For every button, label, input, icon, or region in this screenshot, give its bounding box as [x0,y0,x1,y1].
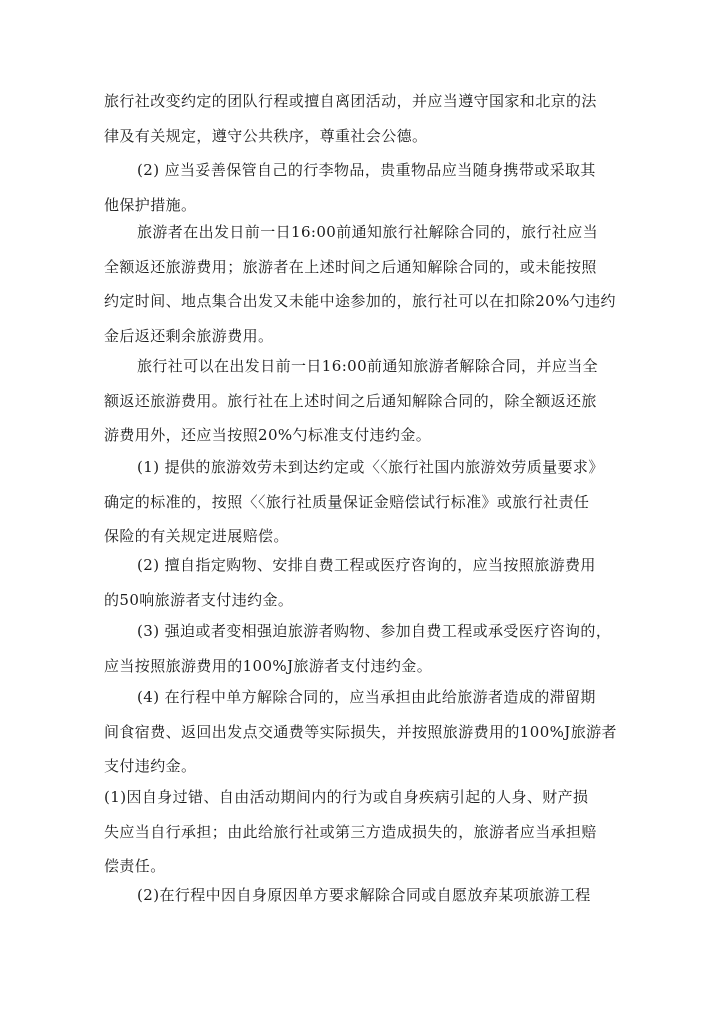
text-line: 游费用外，还应当按照20%勺标准支付违约金。 [104,426,432,444]
text-line: 失应当自行承担；由此给旅行社或第三方造成损失的，旅游者应当承担赔 [104,822,597,841]
paragraph-3 [104,215,616,353]
text-line: 应当按照旅游费用的100%J旅游者支付违约金。 [104,656,433,675]
text-line: (1) 提供的旅游效劳未到达约定或〈〈旅行社国内旅游效劳质量要求》 [137,458,604,476]
paragraph-8 [104,680,617,784]
text-line: 他保护措施。 [104,195,197,214]
text-line: (2)在行程中因自身原因单方要求解除合同或自愿放弃某项旅游工程 [137,886,591,904]
paragraph-6 [104,548,600,617]
text-line: 全额返还旅游费用；旅游者在上述时间之后通知解除合同的，或未能按照 [104,257,597,276]
paragraph-9 [104,780,600,884]
text-line: (4) 在行程中单方解除合同的，应当承担由此给旅游者造成的滞留期 [137,688,596,706]
paragraph-10 [104,878,600,913]
text-line: (1)因自身过错、自由活动期间内的行为或自身疾病引起的人身、财产损 [104,788,589,806]
text-line: 保险的有关规定进展赔偿。 [104,527,289,545]
text-line: 支付违约金。 [104,757,197,775]
paragraph-5 [104,450,604,554]
text-line: 间食宿费、返回出发点交通费等实际损失，并按照旅游费用的100%J旅游者 [104,722,617,741]
text-line: 旅游者在出发日前一日16:00前通知旅行社解除合同的，旅行社应当 [137,223,599,241]
paragraph-1 [104,84,600,153]
text-line: (2) 应当妥善保管自己的行李物品，贵重物品应当随身携带或采取其 [137,161,596,179]
text-line: 约定时间、地点集合出发又未能中途参加的，旅行社可以在扣除20%勺违约 [104,292,616,310]
text-line: 的50响旅游者支付违约金。 [104,590,294,609]
text-line: 额返还旅游费用。旅行社在上述时间之后通知解除合同的，除全额返还旅 [104,391,597,410]
text-line: 偿责任。 [104,857,166,875]
text-line: 旅行社改变约定的团队行程或擅自离团活动，并应当遵守国家和北京的法 [104,92,597,110]
text-line: 旅行社可以在出发日前一日16:00前通知旅游者解除合同，并应当全 [137,357,599,375]
paragraph-7 [104,614,612,683]
paragraph-2 [104,153,600,222]
text-line: (2) 擅自指定购物、安排自费工程或医疗咨询的，应当按照旅游费用 [137,556,596,574]
text-line: (3) 强迫或者变相强迫旅游者购物、参加自费工程或承受医疗咨询的， [137,622,612,640]
paragraph-4 [104,349,600,453]
text-line: 金后返还剩余旅游费用。 [104,326,274,345]
text-line: 律及有关规定，遵守公共秩序，尊重社会公德。 [104,126,428,145]
text-line: 确定的标准的，按照〈〈旅行社质量保证金赔偿试行标准》或旅行社责任 [104,492,590,511]
